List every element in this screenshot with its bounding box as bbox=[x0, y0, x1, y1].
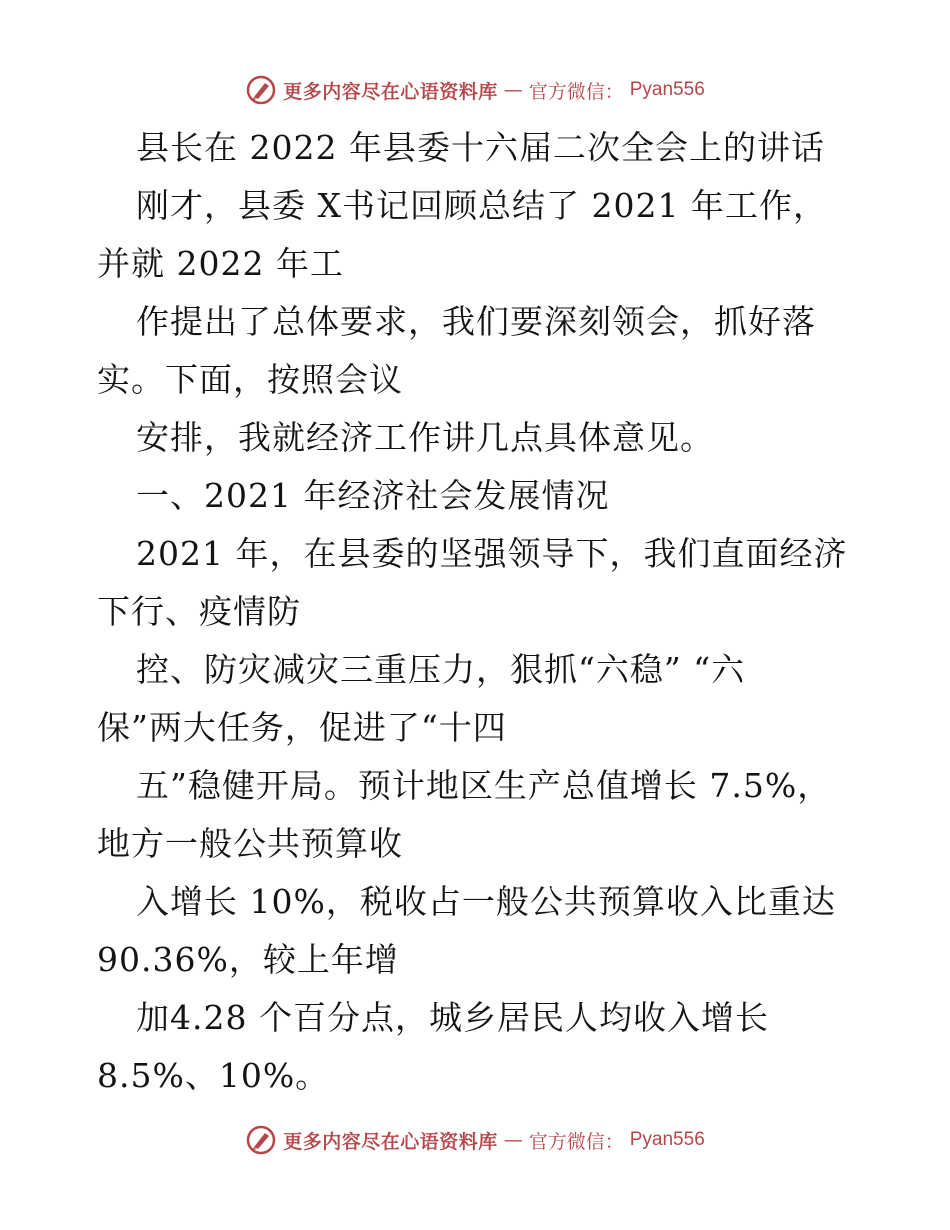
text-line: 作提出了总体要求，我们要深刻领会，抓好落 bbox=[136, 302, 816, 341]
text-line: 实。下面，按照会议 bbox=[97, 360, 403, 399]
banner-dash: — bbox=[503, 1129, 523, 1151]
text-line: 五”稳健开局。预计地区生产总值增长 7.5%， bbox=[136, 766, 832, 805]
text-line: 2021 年，在县委的坚强领导下，我们直面经济 bbox=[136, 534, 848, 573]
text-line: 8.5%、10%。 bbox=[97, 1056, 330, 1095]
text-line: 并就 2022 年工 bbox=[97, 244, 344, 283]
section-heading: 一、2021 年经济社会发展情况 bbox=[136, 476, 610, 515]
footer-banner bbox=[0, 1120, 950, 1160]
banner-slogan: 更多内容尽在心语资料库 bbox=[283, 80, 498, 103]
banner-slogan: 更多内容尽在心语资料库 bbox=[283, 1130, 498, 1153]
banner-wechat-label: 官方微信： bbox=[528, 1130, 624, 1153]
pen-logo-icon bbox=[245, 1124, 277, 1156]
banner-wechat-id: Pyan556 bbox=[629, 79, 705, 100]
pen-logo-icon bbox=[245, 74, 277, 106]
text-line: 安排，我就经济工作讲几点具体意见。 bbox=[136, 418, 714, 457]
text-line: 控、防灾减灾三重压力，狠抓“六稳” “六 bbox=[136, 650, 746, 689]
banner-wechat-id: Pyan556 bbox=[629, 1129, 705, 1150]
text-line: 加4.28 个百分点，城乡居民人均收入增长 bbox=[136, 998, 769, 1037]
document-title: 县长在 2022 年县委十六届二次全会上的讲话 bbox=[136, 128, 825, 167]
banner-dash: — bbox=[503, 79, 523, 101]
text-line: 刚才，县委 X书记回顾总结了 2021 年工作， bbox=[136, 186, 827, 225]
text-line: 地方一般公共预算收 bbox=[97, 824, 403, 863]
header-banner bbox=[0, 70, 950, 110]
banner-wechat-label: 官方微信： bbox=[528, 80, 624, 103]
text-line: 保”两大任务，促进了“十四 bbox=[97, 708, 507, 747]
text-line: 90.36%，较上年增 bbox=[97, 940, 399, 979]
text-line: 入增长 10%，税收占一般公共预算收入比重达 bbox=[136, 882, 836, 921]
text-line: 下行、疫情防 bbox=[97, 592, 301, 631]
